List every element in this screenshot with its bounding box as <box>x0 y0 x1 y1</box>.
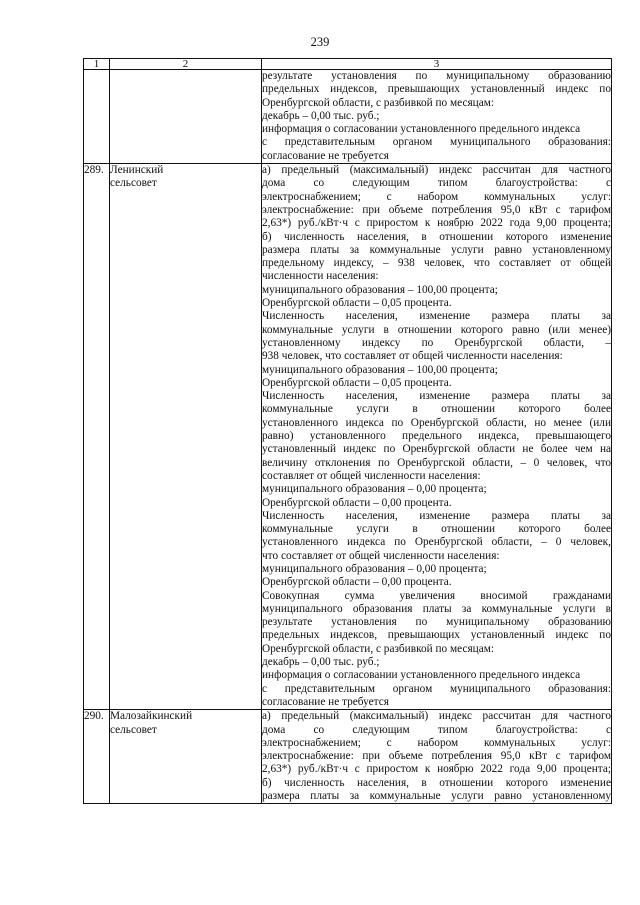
table-row <box>84 70 612 164</box>
content-line: предельных индексов, превышающих установленный индекс по <box>262 629 611 642</box>
document-table <box>83 58 612 804</box>
content-line: электроснабжением; с набором коммунальных услуг: <box>262 190 611 203</box>
content-line: согласование не требуется <box>262 149 389 162</box>
content-line: электроснабжение: при объеме потребления 95,0 кВт с тарифом <box>262 750 611 763</box>
municipality-name-line: сельсовет <box>110 723 157 736</box>
row-content <box>262 164 612 710</box>
row-content <box>262 710 612 804</box>
content-line: декабрь – 0,00 тыс. руб.; <box>262 656 380 669</box>
content-line: муниципального образования – 100,00 процента; <box>262 283 498 296</box>
content-line: установленного индекса по Оренбургской области, – 0 человек, <box>262 536 611 549</box>
page-number: 239 <box>310 35 330 49</box>
content-line: информация о согласовании установленного предельного индекса <box>262 669 581 682</box>
content-line: дома со следующим типом благоустройства: с <box>262 723 611 736</box>
content-line: б) численность населения, в отношении которого изменение <box>262 776 611 789</box>
header-col-2: 2 <box>110 59 262 70</box>
content-line: муниципального образования – 0,00 процента; <box>262 483 487 496</box>
table-header-row <box>84 59 612 70</box>
content-line: равно) установленного предельного индекса, превышающего <box>262 430 611 443</box>
municipality-name-line: Ленинский <box>110 164 164 177</box>
content-line: с представительным органом муниципального образования: <box>262 136 611 149</box>
content-line: 938 человек, что составляет от общей численности населения: <box>262 350 563 363</box>
content-line: муниципального образования – 100,00 процента; <box>262 363 498 376</box>
content-line: составляет от общей численности населения: <box>262 469 481 482</box>
content-line: Численность населения, изменение размера платы за <box>262 310 611 323</box>
content-line: электроснабжением; с набором коммунальных услуг: <box>262 736 611 749</box>
content-line: результате установления по муниципальному образованию <box>262 70 611 82</box>
content-line: дома со следующим типом благоустройства: с <box>262 177 611 190</box>
municipality-name <box>110 710 262 804</box>
row-content <box>262 70 612 164</box>
content-line: коммунальные услуги в отношении которого более <box>262 523 611 536</box>
row-number: 290. <box>84 710 110 804</box>
content-line: размера платы за коммунальные услуги равно установленному <box>262 243 611 256</box>
content-line: установленному индексу по Оренбургской области, – <box>262 336 611 349</box>
content-line: Численность населения, изменение размера платы за <box>262 390 611 403</box>
content-line: декабрь – 0,00 тыс. руб.; <box>262 109 380 122</box>
content-line: коммунальные услуги в отношении которого равно (или менее) <box>262 323 611 336</box>
content-line: численности населения: <box>262 270 379 283</box>
content-line: Оренбургской области – 0,05 процента. <box>262 297 452 310</box>
content-line: 2,63*) руб./кВт·ч с приростом к ноябрю 2022 года 9,00 процента; <box>262 763 611 776</box>
content-line: согласование не требуется <box>262 695 389 708</box>
content-line: Оренбургской области – 0,00 процента. <box>262 576 452 589</box>
content-line: коммунальные услуги в отношении которого более <box>262 403 611 416</box>
content-line: с представительным органом муниципального образования: <box>262 682 611 695</box>
content-line: размера платы за коммунальные услуги равно установленному <box>262 790 611 803</box>
content-line: предельных индексов, превышающих установленный индекс по <box>262 83 611 96</box>
content-line: Оренбургской области, с разбивкой по месяцам: <box>262 96 495 109</box>
municipality-name <box>110 164 262 710</box>
content-line: Численность населения, изменение размера платы за <box>262 509 611 522</box>
content-line: Оренбургской области, с разбивкой по месяцам: <box>262 642 495 655</box>
row-number: 289. <box>84 164 110 710</box>
table-row <box>84 164 612 710</box>
municipality-name <box>110 70 262 164</box>
content-line: б) численность населения, в отношении которого изменение <box>262 230 611 243</box>
content-line: результате установления по муниципальному образованию <box>262 616 611 629</box>
content-line: информация о согласовании установленного предельного индекса <box>262 123 581 136</box>
content-line: что составляет от общей численности населения: <box>262 549 500 562</box>
header-col-1: 1 <box>84 59 110 70</box>
content-line: муниципального образования – 0,00 процента; <box>262 562 487 575</box>
content-line: а) предельный (максимальный) индекс рассчитан для частного <box>262 710 611 723</box>
municipality-name-line: сельсовет <box>110 177 157 190</box>
content-line: Совокупная сумма увеличения вносимой гражданами <box>262 589 611 602</box>
content-line: величину отклонения по Оренбургской области, – 0 человек, что <box>262 456 611 469</box>
content-line: установленного индекса по Оренбургской области, но менее (или <box>262 416 611 429</box>
municipality-name-line: Малозайкинский <box>110 710 193 723</box>
content-line: электроснабжение: при объеме потребления 95,0 кВт с тарифом <box>262 203 611 216</box>
content-line: 2,63*) руб./кВт·ч с приростом к ноябрю 2022 года 9,00 процента; <box>262 217 611 230</box>
content-line: а) предельный (максимальный) индекс рассчитан для частного <box>262 164 611 177</box>
content-line: установленный индекс по Оренбургской области не более чем на <box>262 443 611 456</box>
content-line: Оренбургской области – 0,00 процента. <box>262 496 452 509</box>
row-number <box>84 70 110 164</box>
header-col-3: 3 <box>262 59 612 70</box>
content-line: Оренбургской области – 0,05 процента. <box>262 376 452 389</box>
content-line: муниципального образования платы за коммунальные услуги в <box>262 602 611 615</box>
content-line: предельному индексу, – 938 человек, что составляет от общей <box>262 257 611 270</box>
table-row <box>84 710 612 804</box>
